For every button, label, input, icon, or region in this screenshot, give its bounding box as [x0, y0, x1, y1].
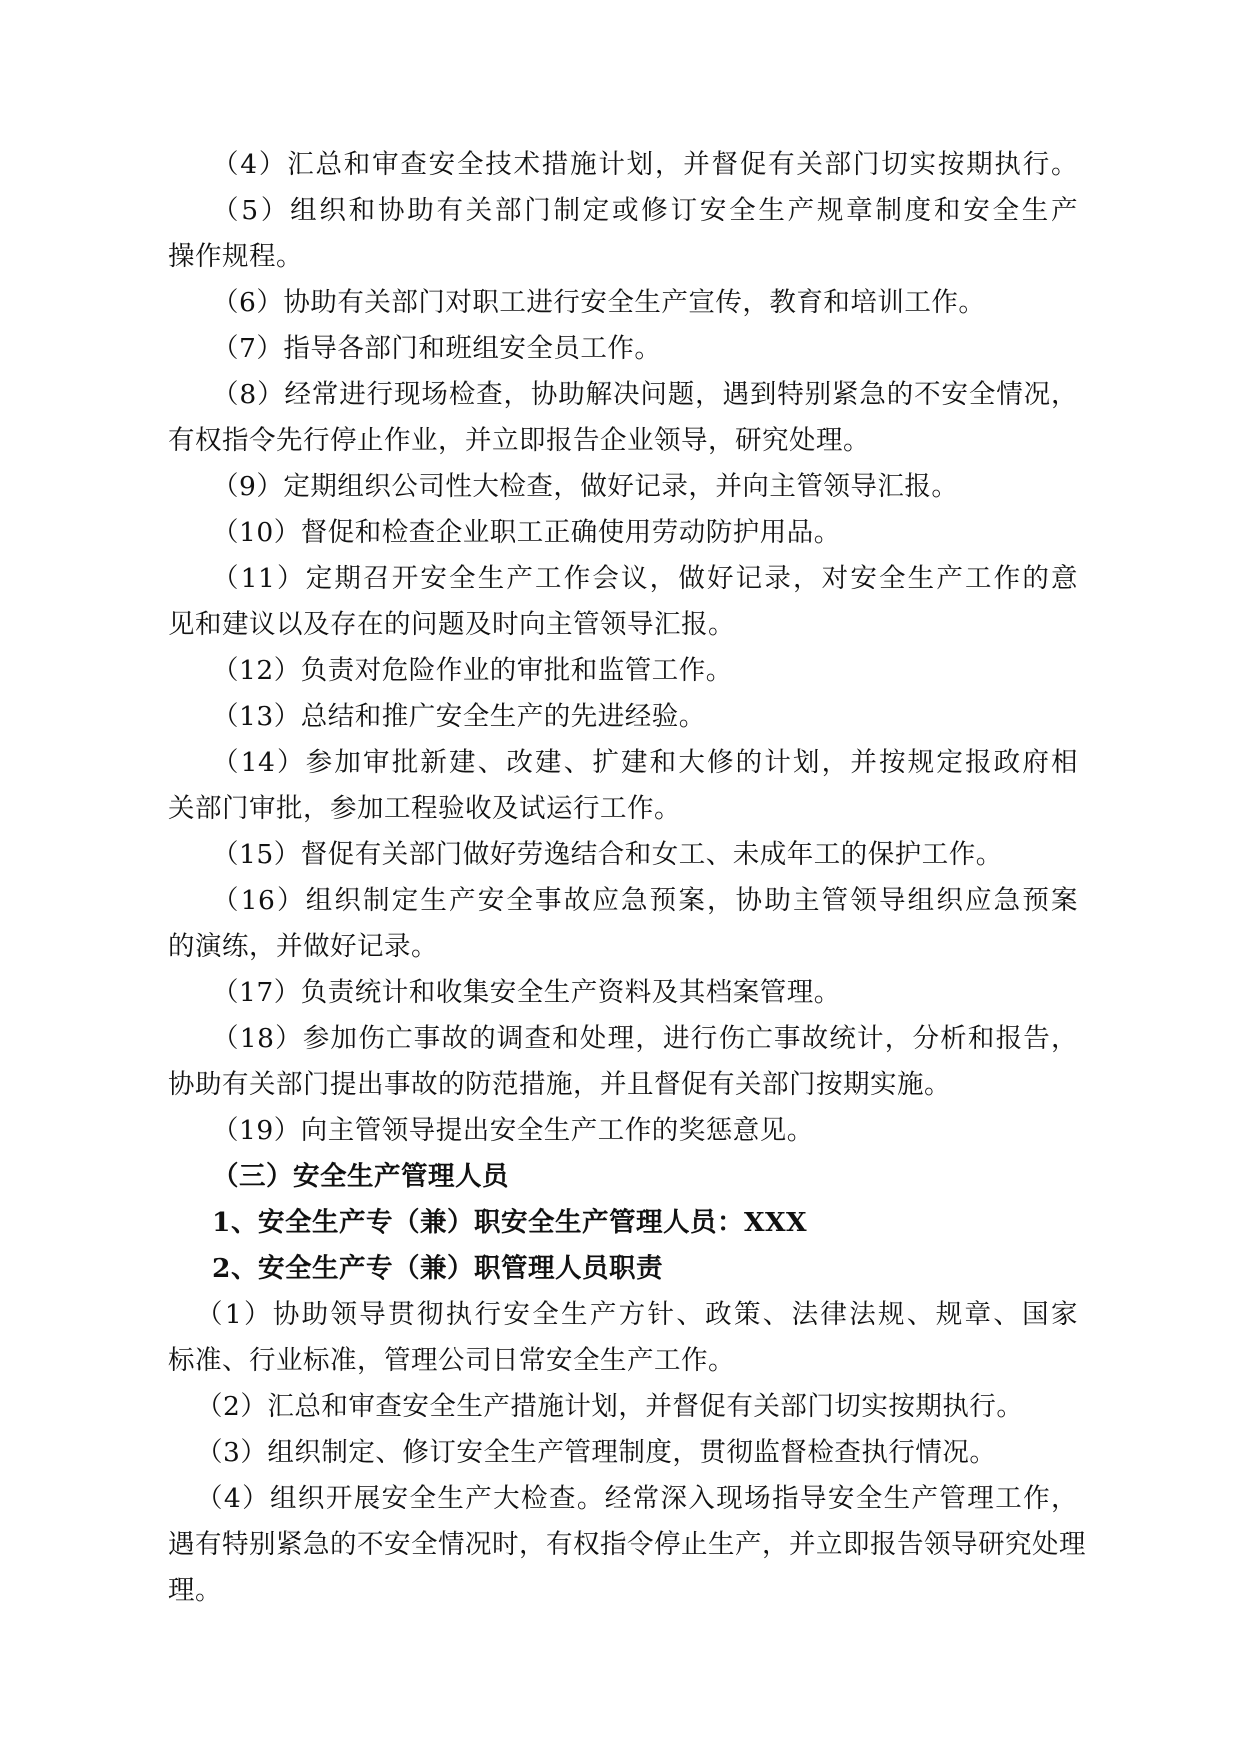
- item-14-line-1: （14）参加审批新建、改建、扩建和大修的计划，并按规定报政府相: [212, 747, 1078, 778]
- item-11-line-1: （11）定期召开安全生产工作会议，做好记录，对安全生产工作的意: [212, 563, 1078, 594]
- item-8: [168, 372, 1078, 464]
- item-11-line-2: 见和建议以及存在的问题及时向主管领导汇报。: [168, 609, 735, 640]
- item-8-line-1: （8）经常进行现场检查，协助解决问题，遇到特别紧急的不安全情况，: [212, 379, 1078, 410]
- item-18-line-2: 协助有关部门提出事故的防范措施，并且督促有关部门按期实施。: [168, 1069, 951, 1100]
- item-16-line-2: 的演练，并做好记录。: [168, 931, 438, 962]
- duty-3-line-1: （3）组织制定、修订安全生产管理制度，贯彻监督检查执行情况。: [196, 1437, 997, 1468]
- item-12-line-1: （12）负责对危险作业的审批和监管工作。: [212, 655, 733, 686]
- subheading-1: [212, 1200, 1078, 1246]
- item-5-line-2: 操作规程。: [168, 241, 303, 272]
- item-19-line-1: （19）向主管领导提出安全生产工作的奖惩意见。: [212, 1115, 814, 1146]
- item-13-line-1: （13）总结和推广安全生产的先进经验。: [212, 701, 706, 732]
- duty-2-line-1: （2）汇总和审查安全生产措施计划，并督促有关部门切实按期执行。: [196, 1391, 1024, 1422]
- item-5: [168, 188, 1078, 280]
- duty-4-line-3: 理。: [168, 1575, 222, 1606]
- duty-4-line-2: 遇有特别紧急的不安全情况时，有权指令停止生产，并立即报告领导研究处理: [168, 1529, 1086, 1560]
- item-7-line-1: （7）指导各部门和班组安全员工作。: [212, 333, 662, 364]
- subheading-1-text: 1、安全生产专（兼）职安全生产管理人员：XXX: [212, 1207, 808, 1238]
- item-11: [168, 556, 1078, 648]
- duty-4-line-1: （4）组织开展安全生产大检查。经常深入现场指导安全生产管理工作，: [196, 1483, 1078, 1514]
- item-6-line-1: （6）协助有关部门对职工进行安全生产宣传，教育和培训工作。: [212, 287, 986, 318]
- duty-3: [196, 1430, 1078, 1476]
- duty-1: [168, 1292, 1078, 1384]
- subheading-2-text: 2、安全生产专（兼）职管理人员职责: [212, 1253, 663, 1284]
- item-10: [212, 510, 1078, 556]
- item-18: [168, 1016, 1078, 1108]
- duty-4: [168, 1476, 1086, 1614]
- item-17-line-1: （17）负责统计和收集安全生产资料及其档案管理。: [212, 977, 841, 1008]
- item-16-line-1: （16）组织制定生产安全事故应急预案，协助主管领导组织应急预案: [212, 885, 1078, 916]
- item-10-line-1: （10）督促和检查企业职工正确使用劳动防护用品。: [212, 517, 841, 548]
- item-9: [212, 464, 1078, 510]
- item-4-line-1: （4）汇总和审查安全技术措施计划，并督促有关部门切实按期执行。: [212, 149, 1078, 180]
- item-17: [212, 970, 1078, 1016]
- item-15: [212, 832, 1078, 878]
- item-8-line-2: 有权指令先行停止作业，并立即报告企业领导，研究处理。: [168, 425, 870, 456]
- duty-1-line-2: 标准、行业标准，管理公司日常安全生产工作。: [168, 1345, 735, 1376]
- item-4: [212, 142, 1078, 188]
- item-15-line-1: （15）督促有关部门做好劳逸结合和女工、未成年工的保护工作。: [212, 839, 1003, 870]
- section-heading-3-text: （三）安全生产管理人员: [212, 1161, 509, 1192]
- item-5-line-1: （5）组织和协助有关部门制定或修订安全生产规章制度和安全生产: [212, 195, 1078, 226]
- item-14: [168, 740, 1078, 832]
- section-heading-3: [212, 1154, 1078, 1200]
- item-13: [212, 694, 1078, 740]
- item-16: [168, 878, 1078, 970]
- item-6: [212, 280, 1078, 326]
- item-14-line-2: 关部门审批，参加工程验收及试运行工作。: [168, 793, 681, 824]
- item-9-line-1: （9）定期组织公司性大检查，做好记录，并向主管领导汇报。: [212, 471, 959, 502]
- item-7: [212, 326, 1078, 372]
- item-18-line-1: （18）参加伤亡事故的调查和处理，进行伤亡事故统计，分析和报告，: [212, 1023, 1078, 1054]
- item-19: [212, 1108, 1078, 1154]
- subheading-2: [212, 1246, 1078, 1292]
- duty-1-line-1: （1）协助领导贯彻执行安全生产方针、政策、法律法规、规章、国家: [196, 1299, 1078, 1330]
- item-12: [212, 648, 1078, 694]
- duty-2: [196, 1384, 1078, 1430]
